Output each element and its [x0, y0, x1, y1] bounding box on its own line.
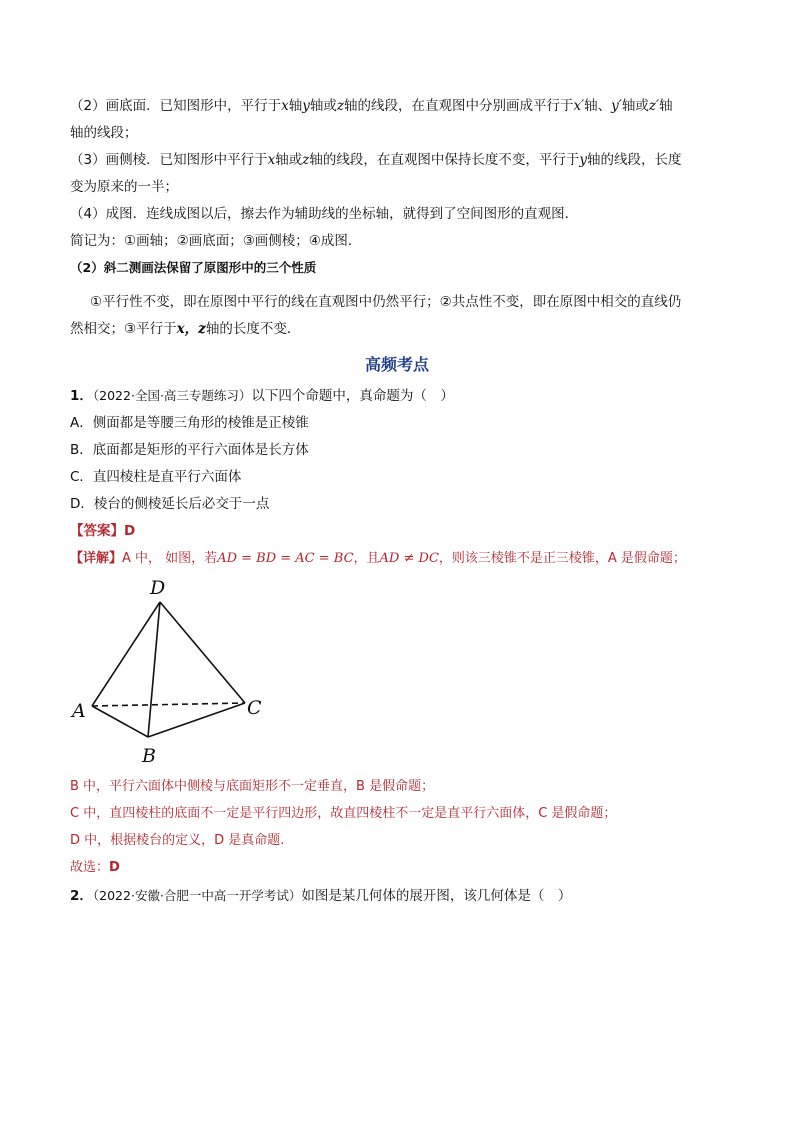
tetrahedron-figure	[62, 574, 282, 774]
text: 轴的线段，在直观图中保持长度不变，平行于	[309, 152, 580, 168]
question-number: 1．	[70, 388, 93, 404]
choose-label: 故选：	[70, 860, 110, 875]
answer-tag: 【答案】	[70, 523, 124, 539]
text: 轴的线段；	[70, 125, 138, 141]
q1-detail	[70, 549, 730, 569]
text: ，则该三棱锥不是正三棱锥，A 是假命题；	[438, 551, 686, 566]
text: 轴的线段，在直观图中分别画成平行于	[343, 98, 574, 114]
summary-line: 简记为：①画轴；②画底面；③画侧棱；④成图．	[70, 233, 362, 249]
math-x: x	[281, 98, 289, 114]
property-line1: ①平行性不变，即在原图中平行的线在直观图中仍然平行；②共点性不变，即在原图中相交的直线仍	[90, 294, 682, 310]
q1-option-d: D．棱台的侧棱延长后必交于一点	[70, 496, 270, 512]
edge-da	[92, 602, 160, 706]
step3-line2	[70, 177, 730, 197]
text: 然相交；③平行于	[70, 321, 177, 337]
answer-value: D	[124, 523, 136, 539]
edge-db	[148, 602, 160, 737]
math-z: z	[336, 98, 344, 114]
vertex-label-c: C	[247, 697, 262, 719]
edge-ab	[92, 706, 148, 737]
text: 轴、	[584, 98, 612, 114]
step2-line2	[70, 123, 730, 143]
step2-line1	[70, 96, 730, 116]
q1-answer	[70, 521, 730, 541]
math-x: x	[267, 152, 276, 168]
q1-option-c: C．直四棱柱是直平行六面体	[70, 469, 242, 485]
math-z-prime: z′	[648, 98, 660, 114]
vertex-label-a: A	[72, 700, 86, 722]
math-inequality: AD ≠ DC	[379, 551, 439, 566]
question-source: （2022·全国·高三专题练习）	[92, 388, 252, 403]
text: 轴的线段，长度	[586, 152, 682, 168]
math-z: z	[302, 152, 310, 168]
text: 轴的长度不变．	[205, 321, 301, 337]
question-stem: 以下四个命题中，真命题为（ ）	[251, 388, 454, 404]
q1-explain-c: C 中，直四棱柱的底面不一定是平行四边形，故直四棱柱不一定是直平行六面体，C 是假命题；	[70, 806, 617, 821]
section-title: 高频考点	[364, 355, 429, 374]
choose-value: D	[109, 860, 120, 875]
math-xz: x，z	[176, 321, 206, 337]
edge-bc	[148, 703, 245, 737]
text: （3）画侧棱．已知图形中平行于	[70, 152, 268, 168]
q1-choose	[70, 858, 730, 878]
text: 轴或	[621, 98, 649, 114]
text: 轴或	[275, 152, 303, 168]
q2-stem	[70, 886, 730, 906]
math-y-prime: y′	[611, 98, 622, 114]
math-y: y	[579, 152, 587, 168]
text: 轴	[288, 98, 303, 114]
text: 轴	[659, 98, 673, 114]
text: ，且	[353, 551, 380, 566]
text: A 中， 如图，若	[122, 551, 218, 566]
vertex-label-d: D	[150, 577, 166, 599]
vertex-label-b: B	[142, 745, 156, 767]
q1-stem	[70, 386, 730, 406]
math-x-prime: x′	[573, 98, 585, 114]
edge-dc	[160, 602, 245, 703]
text: 轴或	[309, 98, 337, 114]
question-source: （2022·安徽·合肥一中高一开学考试）	[92, 888, 302, 903]
q1-explain-b: B 中，平行六面体中侧棱与底面矩形不一定垂直，B 是假命题；	[70, 779, 435, 794]
question-number: 2．	[70, 888, 93, 904]
detail-tag: 【详解】	[70, 551, 123, 566]
math-y: y	[302, 98, 310, 114]
math-equation: AD = BD = AC = BC	[217, 551, 354, 566]
q1-option-a: A．侧面都是等腰三角形的棱锥是正棱锥	[70, 415, 309, 431]
step4-line: （4）成图．连线成图以后，擦去作为辅助线的坐标轴，就得到了空间图形的直观图．	[70, 206, 579, 222]
property-line2	[70, 319, 730, 339]
edge-ac-hidden	[92, 703, 245, 706]
question-stem: 如图是某几何体的展开图，该几何体是（ ）	[301, 888, 572, 904]
text: 变为原来的一半；	[70, 179, 178, 195]
q1-explain-d: D 中，根据棱台的定义，D 是真命题.	[70, 833, 285, 848]
text: （2）画底面．已知图形中，平行于	[70, 98, 282, 114]
step3-line1	[70, 150, 730, 170]
property-title: （2）斜二测画法保留了原图形中的三个性质	[70, 260, 317, 275]
q1-option-b: B．底面都是矩形的平行六面体是长方体	[70, 442, 309, 458]
